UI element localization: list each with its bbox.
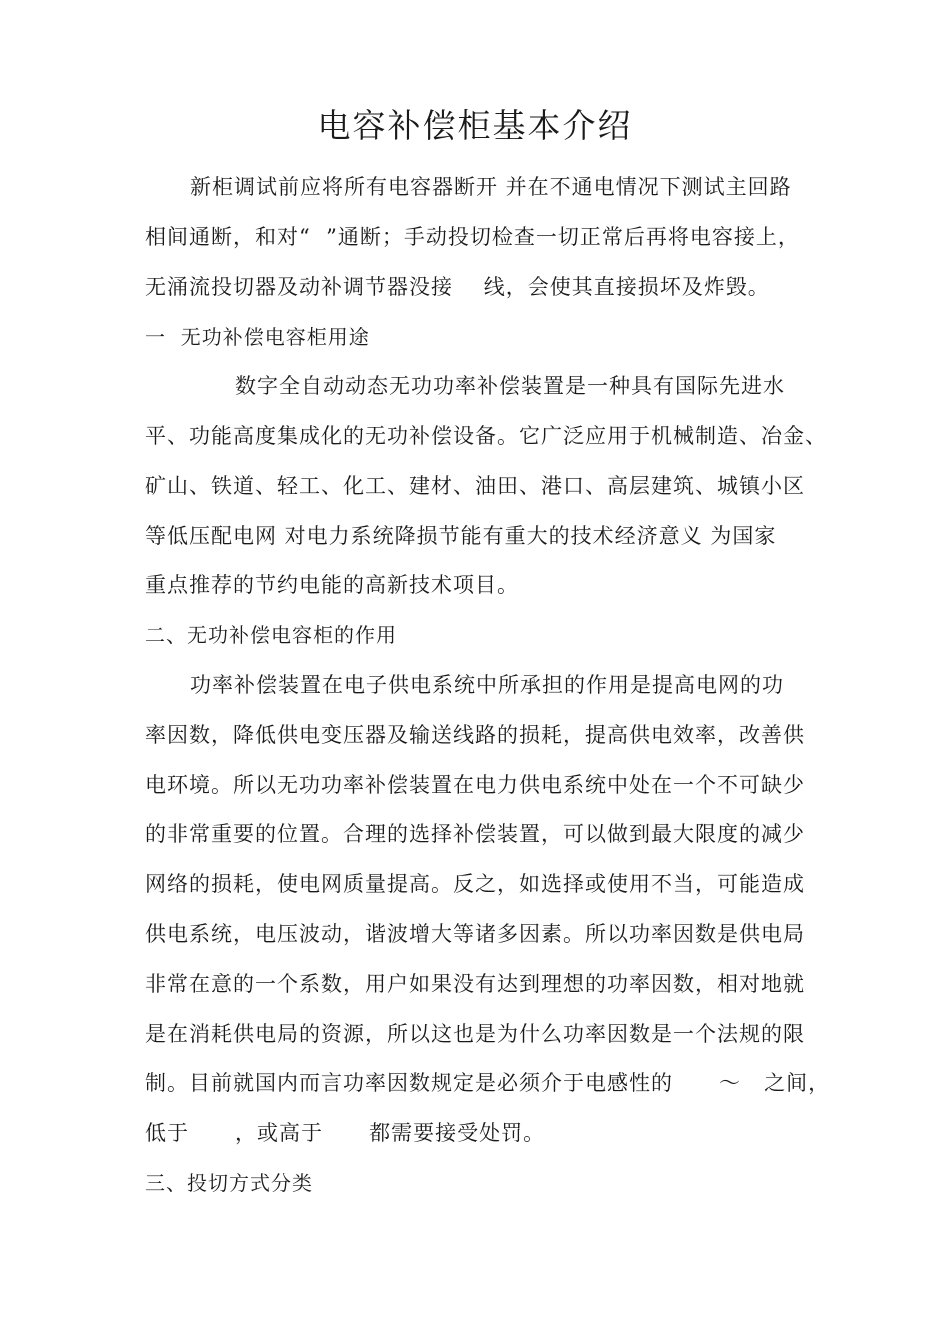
document-title: 电容补偿柜基本介绍: [317, 106, 633, 145]
section2-line-5: 网络的损耗，使电网质量提高。反之，如选择或使用不当，可能造成: [145, 872, 805, 896]
section2-line-6: 供电系统，电压波动，谐波增大等诸多因素。所以功率因数是供电局: [145, 922, 805, 946]
section2-line-1: 功率补偿装置在电子供电系统中所承担的作用是提高电网的功: [190, 673, 784, 697]
section1-line-2: 平、功能高度集成化的无功补偿设备。它广泛应用于机械制造、冶金、: [145, 424, 827, 448]
intro-line-3: 无涌流投切器及动补调节器没接 线，会使其直接损坏及炸毁。: [145, 275, 770, 299]
section3-heading: 三、投切方式分类: [145, 1171, 313, 1195]
section1-line-5: 重点推荐的节约电能的高新技术项目。: [145, 573, 519, 597]
section2-line-9: 制。目前就国内而言功率因数规定是必须介于电感性的 ～ 之间，: [145, 1071, 831, 1095]
section2-line-10: 低于 ，或高于 都需要接受处罚。: [145, 1121, 546, 1145]
section2-heading: 二、无功补偿电容柜的作用: [145, 623, 397, 647]
section2-line-7: 非常在意的一个系数，用户如果没有达到理想的功率因数，相对地就: [145, 972, 805, 996]
section1-line-4: 等低压配电网 对电力系统降损节能有重大的技术经济意义 为国家: [145, 524, 777, 548]
intro-line-1: 新柜调试前应将所有电容器断开 并在不通电情况下测试主回路: [190, 175, 792, 199]
section2-line-4: 的非常重要的位置。合理的选择补偿装置，可以做到最大限度的减少: [145, 822, 805, 846]
section2-line-3: 电环境。所以无功功率补偿装置在电力供电系统中处在一个不可缺少: [145, 773, 805, 797]
section1-line-1: 数字全自动动态无功功率补偿装置是一种具有国际先进水: [235, 374, 785, 398]
section2-line-8: 是在消耗供电局的资源，所以这也是为什么功率因数是一个法规的限: [145, 1022, 805, 1046]
section2-line-2: 率因数，降低供电变压器及输送线路的损耗，提高供电效率，改善供: [145, 723, 805, 747]
section1-heading: 一 无功补偿电容柜用途: [145, 325, 370, 349]
section1-line-3: 矿山、铁道、轻工、化工、建材、油田、港口、高层建筑、城镇小区: [145, 474, 805, 498]
intro-line-2: 相间通断，和对“ ”通断；手动投切检查一切正常后再将电容接上，: [145, 225, 800, 249]
